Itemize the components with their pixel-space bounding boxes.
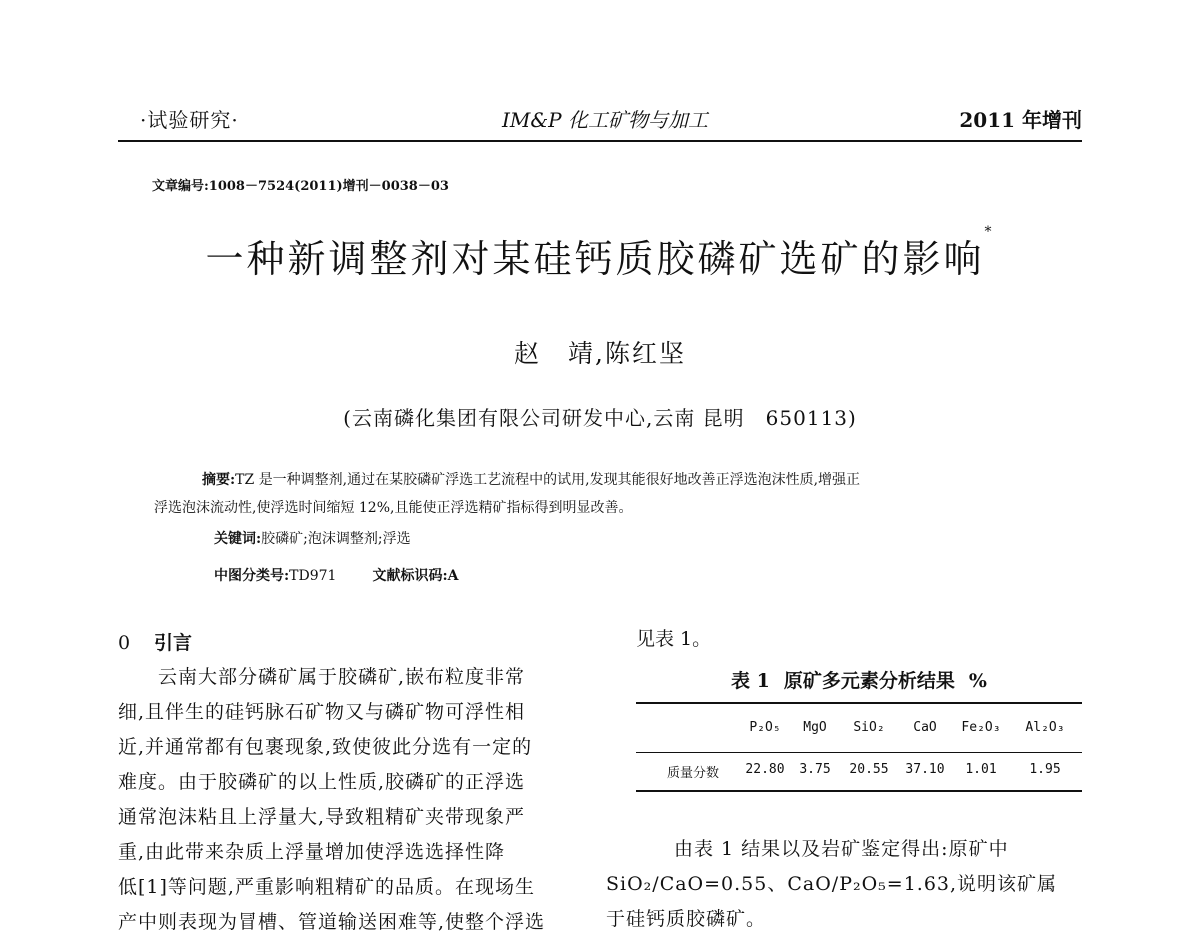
table-caption [636,666,1082,693]
table-value-al2o3: 1.95 [1029,762,1061,777]
table-number: 表 1 [731,670,770,692]
table-header-mgo: MgO [803,720,827,735]
paper-title-text: 一种新调整剂对某硅钙质胶磷矿选矿的影响 [205,237,985,281]
table-header-al2o3: Al₂O₃ [1025,720,1065,735]
table-header-sio2: SiO₂ [853,720,885,735]
table-row-label: 质量分数 [666,766,719,781]
section-title: 引言 [154,632,193,654]
table-value-fe2o3: 1.01 [965,762,997,777]
header-section-label: ·试验研究· [140,108,239,132]
header-journal-name: IM&P 化工矿物与加工 [502,108,708,132]
body-line: 产中则表现为冒槽、管道输送困难等,使整个浮选 [118,911,546,933]
body-line: 重,由此带来杂质上浮量增加使浮选选择性降 [118,841,506,863]
table-rule-middle [636,752,1082,753]
abstract-label: 摘要: [202,472,236,488]
keywords [214,528,411,548]
keywords-text: 胶磷矿;泡沫调整剂;浮选 [261,531,411,547]
body-line: 近,并通常都有包裹现象,致使彼此分选有一定的 [118,736,533,758]
title-footnote-mark: * [984,224,995,240]
body-line: 通常泡沫粘且上浮量大,导致粗精矿夹带现象严 [118,806,526,828]
abstract [154,466,1004,522]
table-rule-top [636,702,1082,704]
body-line: 云南大部分磷矿属于胶磷矿,嵌布粒度非常 [158,666,526,688]
header-rule [118,140,1082,142]
right-column-body [606,832,1082,937]
table-header-cao: CaO [913,720,937,735]
table-title: 原矿多元素分析结果 [783,670,955,692]
body-line: SiO₂/CaO=0.55、CaO/P₂O₅=1.63,说明该矿属 [606,873,1058,895]
table-rule-bottom [636,790,1082,792]
table-header-p2o5: P₂O₅ [749,720,781,735]
section-number: 0 [118,632,131,654]
keywords-label: 关键词: [214,531,262,547]
article-number: 文章编号:1008－7524(2011)增刊－0038－03 [152,179,449,194]
clc-label: 中图分类号: [214,568,290,584]
see-table-text: 见表 1。 [636,628,712,650]
paper-title [0,224,1200,283]
doc-code-value: A [447,568,459,584]
body-line: 细,且伴生的硅钙脉石矿物又与磷矿物可浮性相 [118,701,526,723]
table-value-cao: 37.10 [905,762,945,777]
classification [214,565,459,585]
body-line: 于硅钙质胶磷矿。 [606,908,767,930]
table-value-p2o5: 22.80 [745,762,785,777]
clc-value: TD971 [289,568,337,584]
doc-code-label: 文献标识码: [372,568,448,584]
left-column-body [118,660,588,940]
table-value-sio2: 20.55 [849,762,889,777]
abstract-line-2: 浮选泡沫流动性,使浮选时间缩短 12%,且能使正浮选精矿指标得到明显改善。 [154,500,633,516]
body-line: 低[1]等问题,严重影响粗精矿的品质。在现场生 [118,876,535,898]
table-value-mgo: 3.75 [799,762,831,777]
section-heading [118,628,192,655]
abstract-text-1: TZ 是一种调整剂,通过在某胶磷矿浮选工艺流程中的试用,发现其能很好地改善正浮选泡沫性质,增强正 [235,472,861,488]
body-line: 难度。由于胶磷矿的以上性质,胶磷矿的正浮选 [118,771,526,793]
body-line: 由表 1 结果以及岩矿鉴定得出:原矿中 [674,838,1009,860]
authors: 赵 靖,陈红坚 [514,339,686,368]
header-issue: 2011 年增刊 [959,108,1082,132]
affiliation: (云南磷化集团有限公司研发中心,云南 昆明 650113) [343,406,857,430]
table-header-fe2o3: Fe₂O₃ [961,720,1001,735]
table-unit: % [968,670,987,692]
abstract-line-1 [154,466,1004,494]
